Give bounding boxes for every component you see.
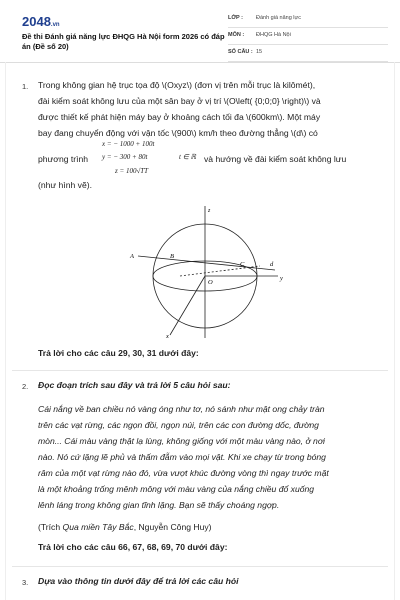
- meta-value: Đánh giá năng lực: [256, 15, 301, 21]
- citation-work: Qua miền Tây Bắc: [62, 522, 134, 532]
- equation-y: y = − 300 + 80t: [102, 153, 148, 161]
- passage-line: Cái nắng về ban chiều nó vàng óng như tơ, nó sánh như mật ong chảy tràn: [38, 404, 325, 414]
- label-z: z: [208, 208, 211, 214]
- passage-line: nào. Nó cứ lặng lẽ phủ và thấm đẫm vào mọi vật. Khi xe chạy từ trong bóng: [38, 452, 326, 462]
- meta-table: [228, 11, 388, 62]
- label-x: x: [166, 333, 169, 340]
- passage-line: lênh láng trong không gian tĩnh lặng. Bạn sẽ thấy choáng ngợp.: [38, 500, 280, 510]
- citation: [38, 520, 212, 534]
- q1-line: bay đang chuyển động với vận tốc \(900\) km/h theo đường thẳng \(d\) có: [38, 128, 318, 138]
- question-number: 3.: [22, 578, 29, 587]
- x-axis: [170, 276, 205, 335]
- divider: [12, 370, 388, 371]
- meta-value: ĐHQG Hà Nội: [256, 32, 291, 38]
- citation-prefix: (Trích: [38, 522, 63, 532]
- site-logo[interactable]: [22, 14, 60, 29]
- question-number: 2.: [22, 382, 29, 391]
- question-number: 1.: [22, 82, 29, 91]
- logo-sub: .vn: [50, 22, 60, 28]
- equation-condition: t ∈ ℝ: [179, 153, 197, 161]
- answer-prompt: Trả lời cho các câu 29, 30, 31 dưới đây:: [38, 348, 199, 358]
- left-border: [5, 62, 6, 600]
- equation-x: x = − 1000 + 100t: [102, 140, 155, 148]
- line-d-lower: [180, 266, 260, 276]
- page-header: [0, 0, 400, 63]
- meta-key: SỐ CÂU :: [228, 49, 253, 55]
- label-d: d: [270, 261, 274, 268]
- sphere-figure: [120, 200, 290, 340]
- label-c: C: [240, 261, 245, 268]
- q2-heading: Đọc đoạn trích sau đây và trả lời 5 câu hỏi sau:: [38, 380, 231, 390]
- label-o: O: [208, 279, 213, 286]
- meta-value: 15: [256, 49, 263, 55]
- answer-prompt: Trả lời cho các câu 66, 67, 68, 69, 70 dưới đây:: [38, 542, 228, 552]
- q1-line: được thiết kế phát hiện máy bay ở khoảng cách tối đa \(600km\). Một máy: [38, 112, 321, 122]
- passage-line: trên các vạt rừng, các ngọn đồi, ngọn núi, trên các con đường dốc, đường: [38, 420, 319, 430]
- citation-suffix: , Nguyễn Công Huy): [133, 522, 212, 532]
- q3-heading: Dựa vào thông tin dưới đây để trả lời các câu hỏi: [38, 576, 239, 586]
- q1-line: Trong không gian hệ trục tọa độ \(Oxyz\) (đơn vị trên mỗi trục là kilômét),: [38, 80, 316, 90]
- q1-phuong-trinh: phương trình: [38, 154, 89, 164]
- right-border: [394, 62, 395, 600]
- label-b: B: [170, 253, 174, 260]
- passage-line: râm của một vạt rừng nào đó, vừa vượt khúc đường vòng thì ngay trước mặt: [38, 468, 329, 478]
- passage-line: mòn... Cái màu vàng thật lạ lùng, không giống với một màu vàng nào, ở nơi: [38, 436, 325, 446]
- document-title: Đề thi Đánh giá năng lực ĐHQG Hà Nội form 2026 có đáp án (Đề số 20): [22, 32, 225, 51]
- line-d: [138, 256, 275, 270]
- meta-row-class: [228, 11, 388, 28]
- passage-line: là một khoảng trống mênh mông với màu vàng của nắng chiều đổ xuống: [38, 484, 315, 494]
- meta-row-count: [228, 45, 388, 62]
- label-a: A: [130, 253, 134, 260]
- divider: [12, 566, 388, 567]
- meta-key: MÔN :: [228, 32, 245, 38]
- q1-line: đài kiểm soát không lưu của một sân bay ở vị trí \(O\left( {0;0;0} \right)\) và: [38, 96, 321, 106]
- meta-key: LỚP :: [228, 15, 243, 21]
- label-y: y: [280, 275, 283, 282]
- logo-main: 2048: [22, 14, 51, 29]
- q1-line: (như hình vẽ).: [38, 180, 93, 190]
- meta-row-subject: [228, 28, 388, 45]
- equation-z: z = 100√TT: [115, 167, 149, 175]
- q1-line: và hướng về đài kiểm soát không lưu: [204, 154, 347, 164]
